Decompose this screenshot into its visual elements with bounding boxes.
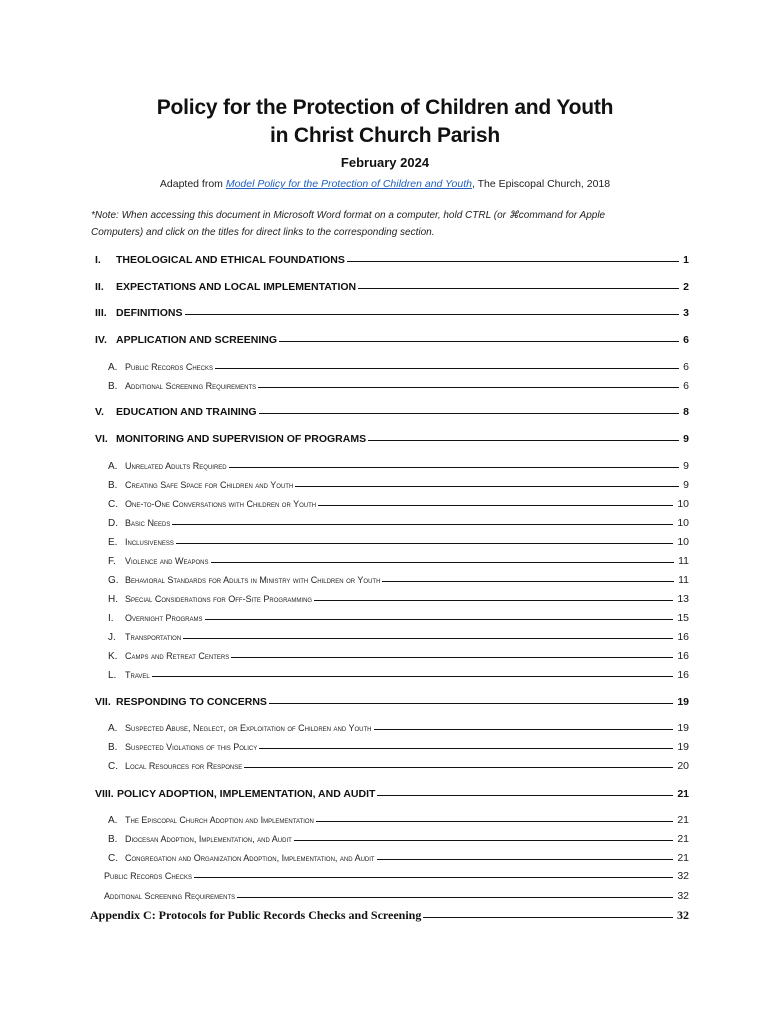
toc-entry-number: C. [108, 853, 118, 864]
toc-entry-label: Violence and Weapons [125, 556, 209, 566]
toc-entry-page: 20 [677, 760, 689, 772]
toc-entry-page: 19 [677, 741, 689, 753]
toc-leader-line [347, 261, 679, 262]
toc-leader-line [377, 859, 674, 860]
toc-leader-line [229, 467, 680, 468]
toc-entry-page: 6 [683, 334, 689, 346]
toc-entry-number: J. [108, 632, 116, 643]
toc-entry-label: Travel [125, 670, 150, 680]
toc-entry[interactable] [108, 669, 689, 681]
toc-entry-page: 19 [677, 722, 689, 734]
toc-entry-page: 8 [683, 406, 689, 418]
document-title-line1: Policy for the Protection of Children and Youth [156, 96, 614, 119]
toc-entry-label: One-to-One Conversations with Children or Youth [125, 499, 317, 509]
toc-entry-page: 6 [683, 380, 689, 392]
toc-leader-line [382, 581, 674, 582]
toc-entry[interactable] [108, 741, 689, 753]
toc-entry-number: III. [95, 307, 107, 319]
toc-entry[interactable] [108, 536, 689, 548]
toc-entry-label: Behavioral Standards for Adults in Ministry with Children or Youth [125, 575, 381, 585]
toc-entry-number: V. [95, 406, 104, 418]
toc-entry[interactable] [108, 593, 689, 605]
toc-entry[interactable] [108, 574, 689, 586]
toc-leader-line [172, 524, 673, 525]
toc-entry[interactable] [95, 406, 689, 418]
toc-entry[interactable] [108, 833, 689, 845]
toc-entry-label: RESPONDING TO CONCERNS [116, 696, 267, 708]
toc-entry-label: APPLICATION AND SCREENING [116, 334, 278, 346]
toc-entry-number: F. [108, 556, 116, 567]
toc-entry[interactable] [108, 498, 689, 510]
toc-entry-number: A. [108, 461, 118, 472]
toc-entry-number: B. [108, 381, 118, 392]
toc-entry-page: 32 [677, 870, 689, 882]
toc-entry-number: G. [108, 575, 119, 586]
toc-entry-label: Camps and Retreat Centers [125, 651, 230, 661]
toc-entry[interactable] [108, 612, 689, 624]
toc-entry-label: THEOLOGICAL AND ETHICAL FOUNDATIONS [116, 254, 345, 266]
toc-entry-number: B. [108, 742, 118, 753]
toc-leader-line [295, 486, 679, 487]
toc-entry-page: 3 [683, 307, 689, 319]
toc-entry-page: 19 [677, 696, 689, 708]
toc-entry-page: 21 [677, 788, 689, 800]
toc-entry[interactable] [90, 908, 689, 923]
toc-entry-label: Suspected Violations of this Policy [125, 742, 258, 752]
toc-entry-page: 16 [677, 669, 689, 681]
toc-entry[interactable] [95, 433, 689, 445]
toc-leader-line [314, 600, 673, 601]
toc-entry-number: VII. [95, 696, 111, 708]
toc-leader-line [269, 703, 673, 704]
toc-leader-line [358, 288, 679, 289]
toc-leader-line [374, 729, 674, 730]
toc-entry-page: 10 [677, 498, 689, 510]
toc-entry-number: L. [108, 670, 117, 681]
toc-entry-number: A. [108, 362, 118, 373]
toc-entry-page: 10 [677, 517, 689, 529]
toc-leader-line [152, 676, 674, 677]
document-title-line2: in Christ Church Parish [270, 124, 500, 147]
toc-leader-line [237, 897, 673, 898]
toc-leader-line [316, 821, 673, 822]
toc-leader-line [259, 413, 680, 414]
toc-entry[interactable] [108, 517, 689, 529]
toc-entry-label: MONITORING AND SUPERVISION OF PROGRAMS [116, 433, 367, 445]
toc-entry-page: 21 [677, 814, 689, 826]
adapted-prefix: Adapted from [159, 178, 226, 190]
toc-entry[interactable] [95, 334, 689, 346]
toc-entry-number: K. [108, 651, 118, 662]
toc-entry-label: DEFINITIONS [116, 307, 183, 319]
toc-entry-label: Inclusiveness [125, 537, 174, 547]
toc-entry-label: Public Records Checks [104, 871, 193, 881]
toc-leader-line [368, 440, 679, 441]
toc-leader-line [211, 562, 675, 563]
toc-entry-number: B. [108, 480, 118, 491]
toc-leader-line [176, 543, 673, 544]
toc-entry-number: B. [108, 834, 118, 845]
toc-entry[interactable] [95, 696, 689, 708]
toc-leader-line [258, 387, 679, 388]
access-note: *Note: When accessing this document in Microsoft Word format on a computer, hold CTRL (or ⌘command for Apple Computers) and click on the titles for direct links to the corresponding section. [91, 210, 606, 238]
toc-entry-label: POLICY ADOPTION, IMPLEMENTATION, AND AUDIT [117, 788, 376, 800]
toc-entry-label: Creating Safe Space for Children and Youth [125, 480, 294, 490]
model-policy-link[interactable]: Model Policy for the Protection of Children and Youth [225, 178, 472, 190]
toc-leader-line [231, 657, 673, 658]
toc-entry-number: IV. [95, 334, 107, 346]
toc-entry-label: EXPECTATIONS AND LOCAL IMPLEMENTATION [116, 281, 357, 293]
toc-entry-number: VI. [95, 433, 108, 445]
toc-entry-page: 21 [677, 852, 689, 864]
toc-entry-label: Appendix C: Protocols for Public Records Checks and Screening [90, 908, 422, 922]
toc-entry-number: D. [108, 518, 118, 529]
toc-entry[interactable] [108, 460, 689, 472]
toc-entry-number: I. [95, 254, 101, 266]
toc-entry-number: A. [108, 815, 118, 826]
toc-entry[interactable] [108, 380, 689, 392]
toc-entry-page: 10 [677, 536, 689, 548]
toc-leader-line [244, 767, 673, 768]
toc-entry-number: A. [108, 723, 118, 734]
toc-entry-number: II. [95, 281, 104, 293]
toc-entry[interactable] [104, 890, 689, 902]
toc-entry[interactable] [108, 650, 689, 662]
toc-entry-label: Diocesan Adoption, Implementation, and Audit [125, 834, 292, 844]
toc-entry-page: 21 [677, 833, 689, 845]
toc-entry-label: Public Records Checks [125, 362, 214, 372]
toc-entry-page: 9 [683, 460, 689, 472]
toc-entry[interactable] [104, 870, 689, 882]
toc-entry[interactable] [95, 254, 689, 266]
toc-entry-label: Basic Needs [125, 518, 171, 528]
toc-entry-label: Transportation [125, 632, 182, 642]
document-date: February 2024 [340, 155, 430, 170]
toc-entry[interactable] [108, 361, 689, 373]
toc-leader-line [423, 917, 673, 918]
toc-entry[interactable] [108, 479, 689, 491]
toc-leader-line [377, 795, 673, 796]
toc-entry-page: 13 [677, 593, 689, 605]
toc-entry-label: Congregation and Organization Adoption, Implementation, and Audit [125, 853, 375, 863]
toc-entry-label: Additional Screening Requirements [104, 891, 236, 901]
toc-entry-page: 9 [683, 433, 689, 445]
toc-entry[interactable] [108, 722, 689, 734]
toc-entry-number: C. [108, 499, 118, 510]
toc-entry-label: Suspected Abuse, Neglect, or Exploitation of Children and Youth [125, 723, 372, 733]
toc-entry-number: I. [108, 613, 114, 624]
toc-entry-label: Additional Screening Requirements [125, 381, 257, 391]
toc-leader-line [294, 840, 674, 841]
toc-leader-line [279, 341, 679, 342]
toc-leader-line [205, 619, 674, 620]
toc-entry[interactable] [108, 814, 689, 826]
toc-entry-page: 11 [678, 574, 689, 586]
adapted-suffix: , The Episcopal Church, 2018 [471, 178, 611, 190]
toc-leader-line [185, 314, 680, 315]
toc-entry[interactable] [108, 852, 689, 864]
toc-entry-page: 32 [677, 890, 689, 902]
toc-entry-page: 16 [677, 650, 689, 662]
toc-entry-label: Local Resources for Response [125, 761, 243, 771]
toc-entry-label: Unrelated Adults Required [125, 461, 227, 471]
toc-entry-label: Special Considerations for Off-Site Programming [125, 594, 313, 604]
toc-entry-page: 9 [683, 479, 689, 491]
toc-entry[interactable] [108, 760, 689, 772]
toc-entry-number: C. [108, 761, 118, 772]
toc-entry[interactable] [108, 555, 689, 567]
toc-entry-number: H. [108, 594, 118, 605]
toc-entry-page: 1 [683, 254, 689, 266]
toc-leader-line [318, 505, 673, 506]
toc-entry[interactable] [95, 307, 689, 319]
toc-entry-label: EDUCATION AND TRAINING [116, 406, 257, 418]
toc-entry-number: E. [108, 537, 118, 548]
toc-entry-page: 2 [683, 281, 689, 293]
toc-entry-label: Overnight Programs [125, 613, 203, 623]
toc-entry-label: The Episcopal Church Adoption and Implementation [125, 815, 314, 825]
toc-entry-page: 6 [683, 361, 689, 373]
toc-leader-line [259, 748, 673, 749]
toc-entry-page: 15 [677, 612, 689, 624]
toc-leader-line [215, 368, 679, 369]
toc-entry-number: VIII. [95, 788, 114, 800]
toc-entry-page: 32 [677, 908, 689, 922]
toc-leader-line [183, 638, 673, 639]
toc-entry-page: 16 [677, 631, 689, 643]
toc-leader-line [194, 877, 673, 878]
toc-entry[interactable] [95, 788, 689, 800]
toc-entry[interactable] [95, 281, 689, 293]
toc-entry-page: 11 [678, 555, 689, 567]
toc-entry[interactable] [108, 631, 689, 643]
